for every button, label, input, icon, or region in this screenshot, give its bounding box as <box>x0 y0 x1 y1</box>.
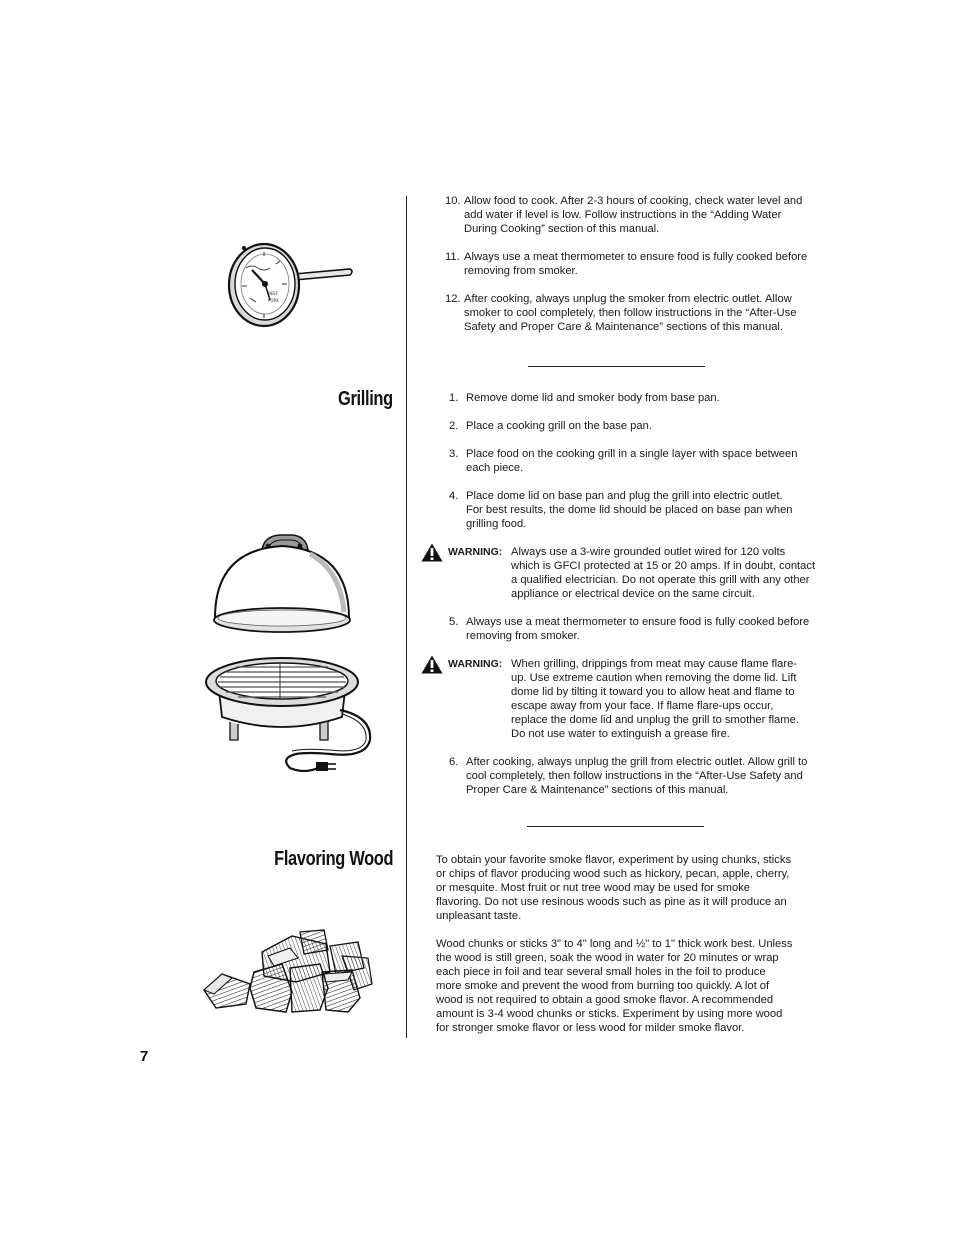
electric-grill-illustration <box>200 532 380 777</box>
grilling-step-3: 3. Place food on the cooking grill in a single layer with space between each piece. <box>449 448 798 474</box>
warning-label: WARNING: <box>448 658 503 670</box>
warning-triangle-icon <box>421 655 443 674</box>
flavoring-wood-paragraph-2: Wood chunks or sticks 3" to 4" long and ½" to 1" thick work best. Unless the wood is still green, soak the wood in water for 20 minutes or wrap each piece in foil and tear several small holes in the foil to produce more smoke and prevent the wood from burning too quickly. A lot of wood is not required to obtain a good smoke flavor. A recommended amount is 3-4 wood chunks or sticks. Experiment by using more wood for stronger smoke flavor or less wood for milder smoke flavor. <box>436 938 793 1034</box>
grilling-warning-2 <box>421 657 821 743</box>
grilling-heading: Grilling <box>338 388 393 410</box>
grilling-step-2: 2. Place a cooking grill on the base pan. <box>449 420 652 432</box>
warning-text: When grilling, drippings from meat may cause flame flare-up. Use extreme caution when removing the dome lid. Lift dome lid by tilting it toward you to allow heat and flame to escape away from your face. If flame flare-ups occur, replace the dome lid and unplug the grill to smother flame. Do not use water to extinguish a grease fire. <box>511 658 799 740</box>
grilling-step-6: 6. After cooking, always unplug the grill from electric outlet. Allow grill to cool completely, then follow instructions in the “After-Use Safety and Proper Care & Maintenance” sections of this manual. <box>449 756 808 796</box>
flavoring-wood-heading: Flavoring Wood <box>273 848 393 870</box>
section-separator-2 <box>527 826 704 827</box>
smoking-step-10: 10. Allow food to cook. After 2-3 hours of cooking, check water level and add water if level is low. Follow instructions in the “Adding Water During Cooking” section of this manual. <box>445 195 803 235</box>
smoking-step-12: 12. After cooking, always unplug the smoker from electric outlet. Allow smoker to cool completely, then follow instructions in the “After-Use Safety and Proper Care & Maintenance” sections of this manual. <box>445 293 797 333</box>
grilling-warning-1 <box>421 545 821 605</box>
wood-chunks-illustration <box>202 928 374 1016</box>
warning-label: WARNING: <box>448 546 503 558</box>
smoking-step-11: 11. Always use a meat thermometer to ensure food is fully cooked before removing from smoker. <box>445 251 808 277</box>
grilling-step-1: 1. Remove dome lid and smoker body from base pan. <box>449 392 720 404</box>
warning-triangle-icon <box>421 543 443 562</box>
warning-text: Always use a 3-wire grounded outlet wired for 120 volts which is GFCI protected at 15 or 20 amps. If in doubt, contact a qualified electrician. Do not operate this grill with any other appliance or electrical device on the same circuit. <box>511 546 816 600</box>
flavoring-wood-paragraph-1: To obtain your favorite smoke flavor, experiment by using chunks, sticks or chips of flavor producing wood such as hickory, pecan, apple, cherry, or mesquite. Most fruit or nut tree wood may be used for smoke flavoring. Do not use resinous woods such as pine as it will produce an unpleasant taste. <box>436 854 792 922</box>
svg-text:BEEF: BEEF <box>268 291 279 296</box>
svg-text:PORK: PORK <box>268 298 279 303</box>
meat-thermometer-illustration <box>224 240 358 330</box>
grilling-step-5: 5. Always use a meat thermometer to ensure food is fully cooked before removing from smoker. <box>449 616 810 642</box>
grilling-step-4: 4. Place dome lid on base pan and plug the grill into electric outlet. For best results, the dome lid should be placed on base pan when grilling food. <box>449 490 793 530</box>
page-number: 7 <box>140 1048 149 1065</box>
section-separator-1 <box>528 366 705 367</box>
column-divider <box>406 196 407 1038</box>
